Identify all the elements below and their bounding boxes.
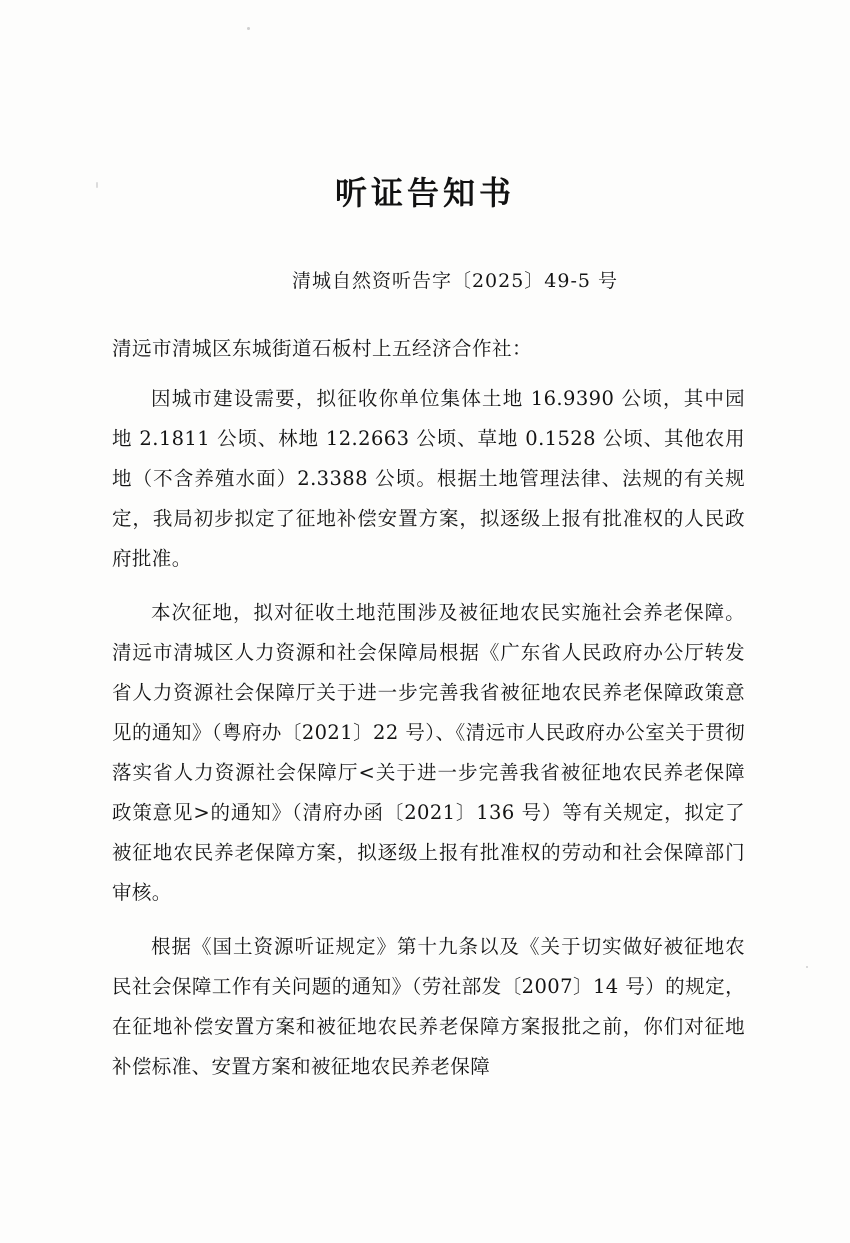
paper-speck-icon (96, 182, 98, 188)
page-title: 听证告知书 (334, 174, 515, 212)
addressee-line: 清远市清城区东城街道石板村上五经济合作社： (112, 337, 533, 360)
paper-speck-icon (247, 27, 250, 30)
body-paragraph: 根据《国土资源听证规定》第十九条以及《关于切实做好被征地农民社会保障工作有关问题的通知》（劳社部发〔2007〕14 号）的规定，在征地补偿安置方案和被征地农民养老保障方案报批之前，你们对征地补偿标准、安置方案和被征地农民养老保障 (112, 935, 745, 1078)
body-paragraph: 本次征地，拟对征收土地范围涉及被征地农民实施社会养老保障。清远市清城区人力资源和社会保障局根据《广东省人民政府办公厅转发省人力资源社会保障厅关于进一步完善我省被征地农民养老保障政策意见的通知》（粤府办〔2021〕22 号）、《清远市人民政府办公室关于贯彻落实省人力资源社会保障厅<关于进一步完善我省被征地农民养老保障政策意见>的通知》（清府办函〔2021〕136 号）等有关规定，拟定了被征地农民养老保障方案，拟逐级上报有批准权的劳动和社会保障部门审核。 (112, 601, 745, 904)
body-paragraph: 因城市建设需要，拟征收你单位集体土地 16.9390 公顷，其中园地 2.1811 公顷、林地 12.2663 公顷、草地 0.1528 公顷、其他农用地（不含养殖水面）2.3388 公顷。根据土地管理法律、法规的有关规定，我局初步拟定了征地补偿安置方案，拟逐级上报有批准权的人民政府批准。 (112, 387, 745, 570)
document-number: 清城自然资听告字〔2025〕49-5 号 (291, 270, 619, 292)
document-body (0, 379, 850, 1087)
paper-speck-icon (806, 966, 808, 968)
